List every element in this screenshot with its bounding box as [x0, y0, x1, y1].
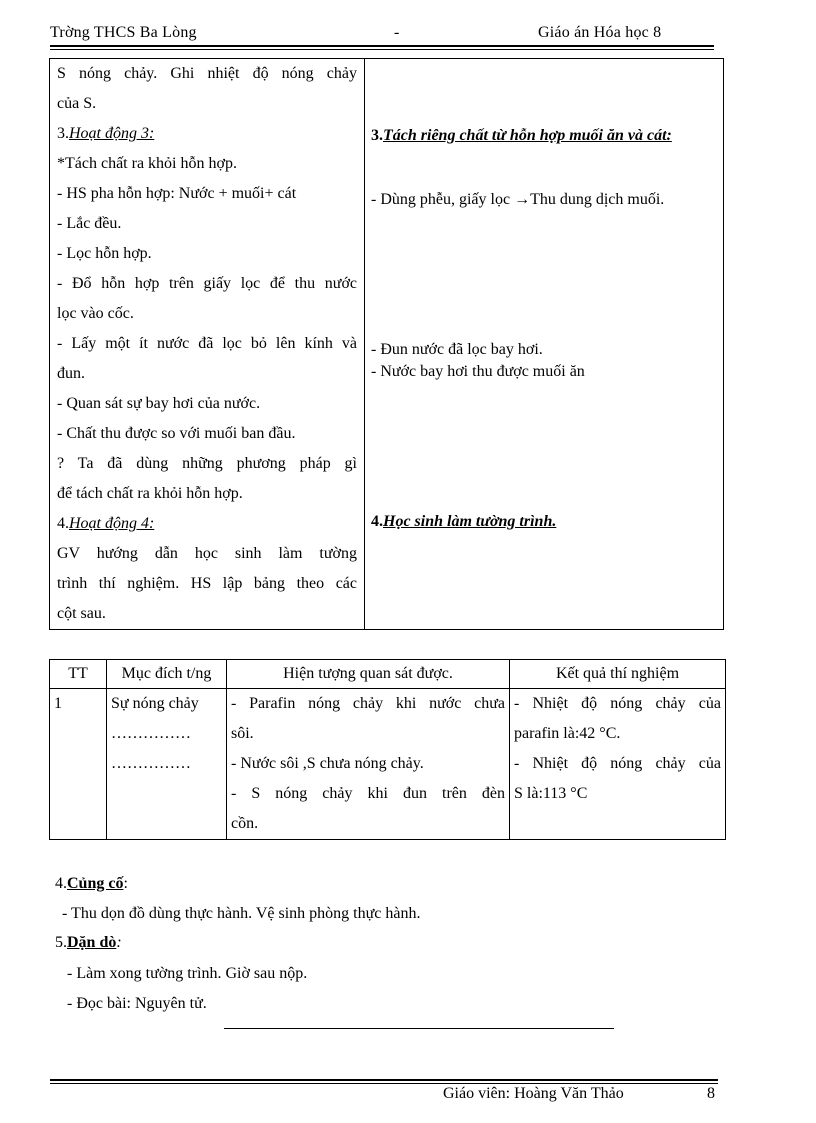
end-separator	[224, 1028, 614, 1029]
text-line: của S.	[57, 95, 97, 112]
section-4-title: Học sinh làm tường trình.	[383, 513, 557, 530]
text-line: - Chất thu được so với muối ban đầu.	[57, 425, 296, 442]
activity-4-label: Hoạt động 4:	[69, 515, 155, 532]
activity-table	[49, 58, 724, 630]
footer-page-number: 8	[707, 1085, 715, 1102]
text-line: - Lắc đều.	[57, 215, 122, 232]
activity-3-heading: 3.Hoạt động 3:	[57, 125, 155, 142]
content-filter: - Dùng phễu, giấy lọc →Thu dung dịch muối.	[371, 191, 665, 208]
homework-heading: 5.Dặn dò:	[55, 934, 122, 951]
text-line: trình thí nghiệm. HS lập bảng theo các	[57, 575, 357, 592]
content-evaporate: - Đun nước đã lọc bay hơi.	[371, 341, 543, 358]
consolidation-heading: 4.Củng cố:	[55, 875, 128, 892]
text-line: để tách chất ra khỏi hỗn hợp.	[57, 485, 243, 502]
footer-teacher: Giáo viên: Hoàng Văn Thảo	[443, 1085, 624, 1102]
text-line: *Tách chất ra khỏi hỗn hợp.	[57, 155, 237, 172]
header-tt: TT	[50, 660, 107, 689]
footer-rule-bottom	[50, 1083, 718, 1084]
consolidation-item: - Thu dọn đồ dùng thực hành. Vệ sinh phòng thực hành.	[62, 905, 421, 922]
text-line: S nóng chảy. Ghi nhiệt độ nóng chảy	[57, 65, 357, 82]
header-result: Kết quả thí nghiệm	[510, 660, 726, 689]
header-school: Trờng THCS Ba Lòng	[50, 24, 197, 41]
text-line: ? Ta đã dùng những phương pháp gì	[57, 455, 357, 472]
cell-result: - Nhiệt độ nóng chảy của parafin là:42 °C. - Nhiệt độ nóng chảy của S là:113 °C	[510, 689, 726, 840]
homework-item: - Làm xong tường trình. Giờ sau nộp.	[67, 965, 308, 982]
teacher-activity-column	[57, 59, 357, 629]
homework-label: Dặn dò	[67, 934, 117, 951]
text-line: cột sau.	[57, 605, 106, 622]
text-line: - Lọc hỗn hợp.	[57, 245, 152, 262]
text-line: - Quan sát sự bay hơi của nước.	[57, 395, 261, 412]
section-3-title: Tách riêng chất từ hỗn hợp muối ăn và cát:	[383, 127, 672, 144]
activity-3-label: Hoạt động 3:	[69, 125, 155, 142]
cell-tt: 1	[50, 689, 107, 840]
text-line: - HS pha hỗn hợp: Nước + muối+ cát	[57, 185, 297, 202]
activity-4-heading: 4.Hoạt động 4:	[57, 515, 155, 532]
header-subject: Giáo án Hóa học 8	[538, 24, 662, 41]
cell-purpose: Sự nóng chảy …………… ……………	[107, 689, 227, 840]
footer-rule-top	[50, 1079, 718, 1081]
results-table	[49, 659, 726, 840]
content-salt: - Nước bay hơi thu được muối ăn	[371, 363, 585, 380]
table-row	[50, 689, 726, 840]
column-divider	[364, 59, 365, 629]
text-line: đun.	[57, 365, 85, 382]
section-3-heading: 3.Tách riêng chất từ hỗn hợp muối ăn và cát:	[371, 127, 672, 144]
header-observation: Hiện tượng quan sát được.	[227, 660, 510, 689]
header-rule-top	[50, 45, 714, 47]
text-line: - Lấy một ít nước đã lọc bỏ lên kính và	[57, 335, 357, 352]
text-line: - Đổ hỗn hợp trên giấy lọc để thu nước	[57, 275, 357, 292]
header-rule-bottom	[50, 49, 714, 50]
header-purpose: Mục đích t/ng	[107, 660, 227, 689]
consolidation-label: Củng cố	[67, 875, 124, 892]
text-line: GV hướng dẫn học sinh làm tường	[57, 545, 357, 562]
table-header-row	[50, 660, 726, 689]
text-line: lọc vào cốc.	[57, 305, 134, 322]
homework-item: - Đọc bài: Nguyên tử.	[67, 995, 207, 1012]
cell-observation: - Parafin nóng chảy khi nước chưa sôi. - Nước sôi ,S chưa nóng chảy. - S nóng chảy khi đun trên đèn cồn.	[227, 689, 510, 840]
section-4-heading: 4.Học sinh làm tường trình.	[371, 513, 557, 530]
header-dash: -	[394, 24, 400, 41]
